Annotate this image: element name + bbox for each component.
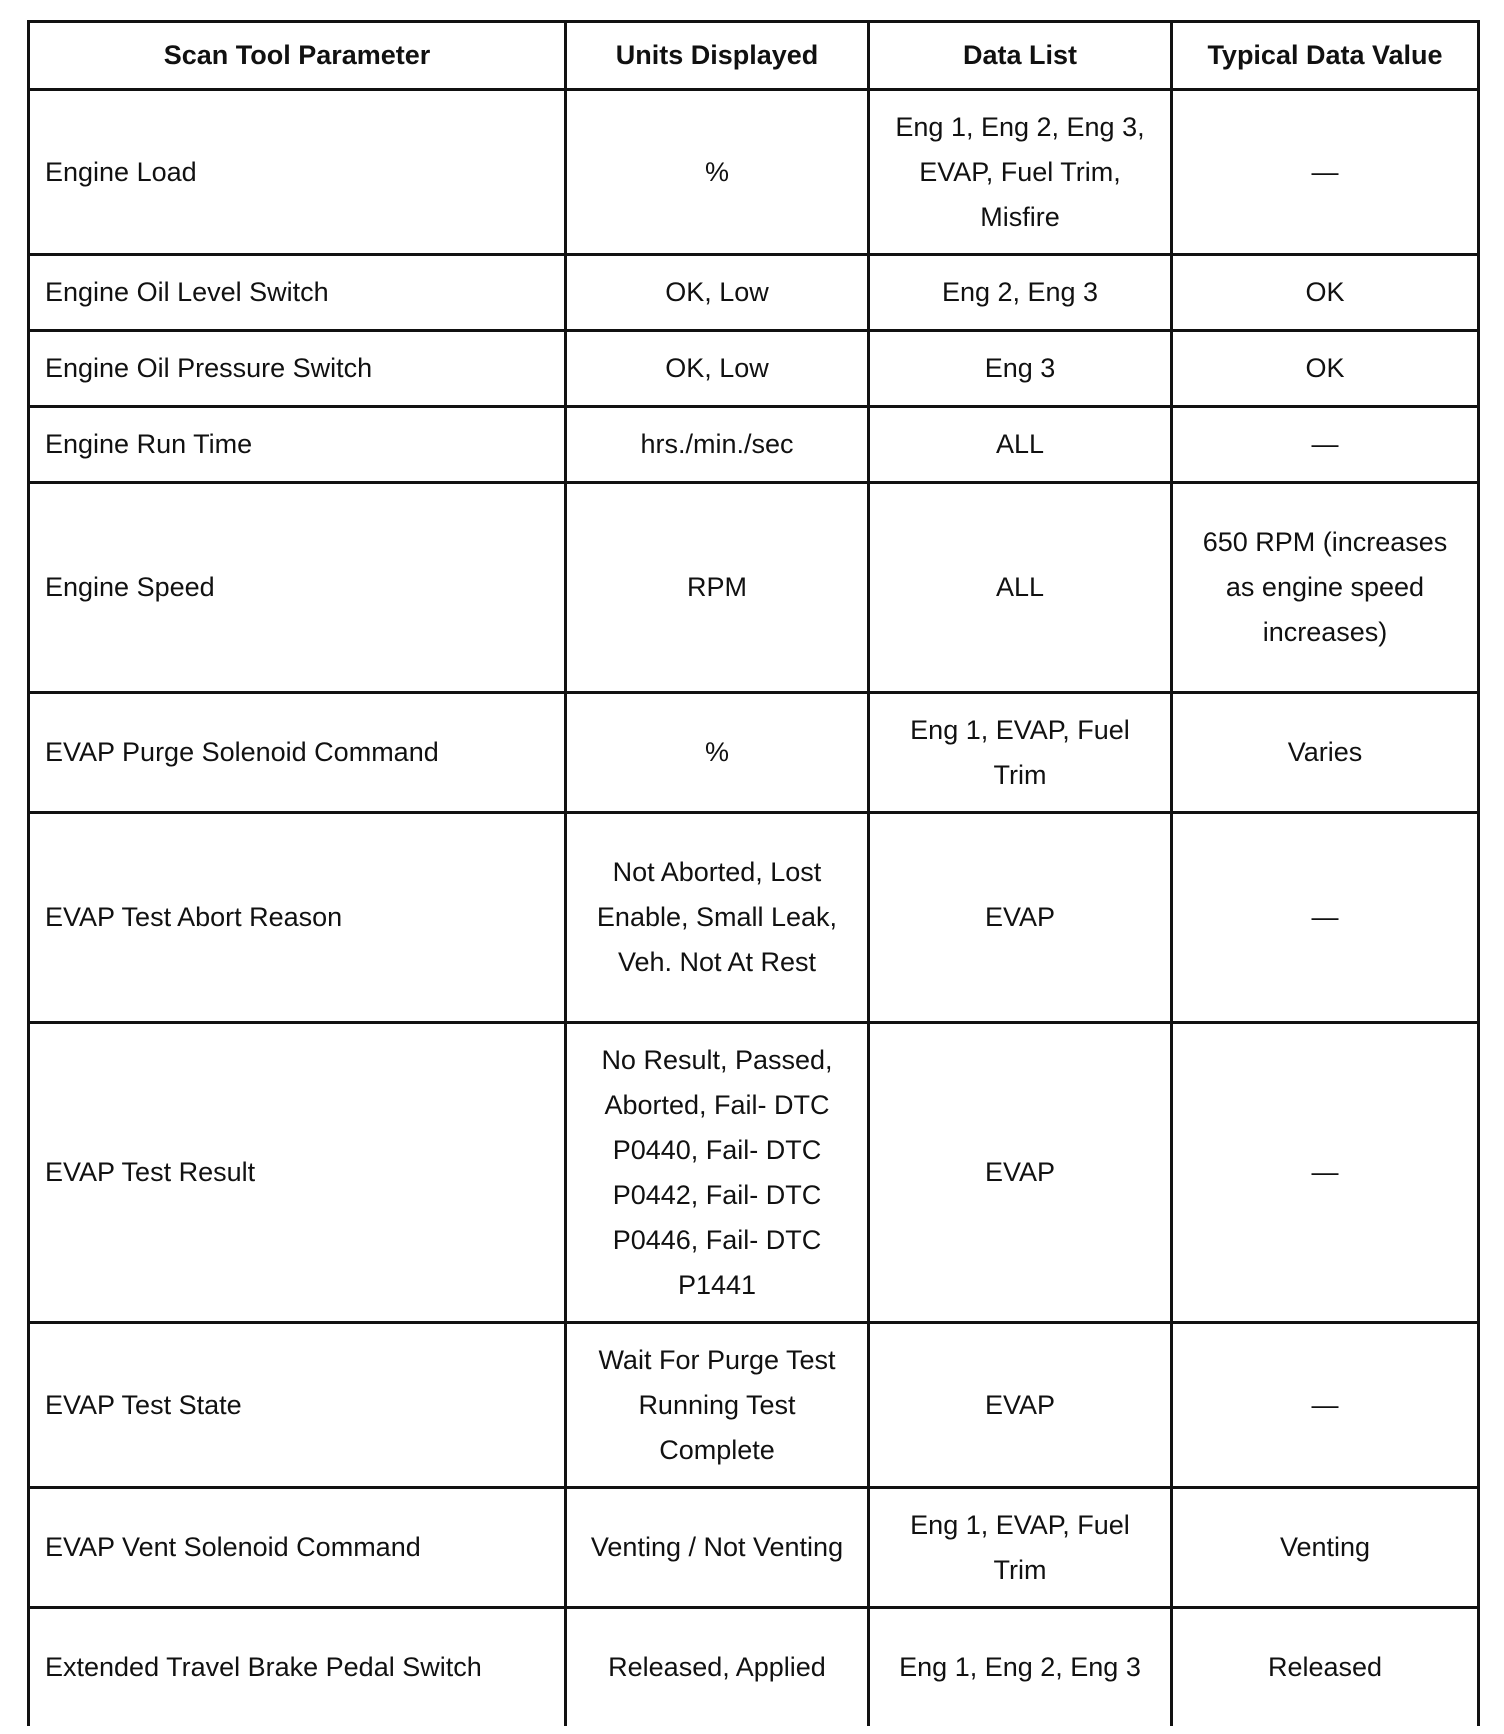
data-list-cell: ALL [869, 483, 1172, 693]
typical-value-cell: — [1172, 813, 1479, 1023]
table-row [29, 1023, 1479, 1323]
table-header [29, 22, 1479, 90]
parameter-cell: EVAP Vent Solenoid Command [29, 1488, 566, 1608]
parameter-cell: EVAP Purge Solenoid Command [29, 693, 566, 813]
data-list-cell: EVAP [869, 1323, 1172, 1488]
parameter-cell: Engine Speed [29, 483, 566, 693]
typical-value-cell: OK [1172, 255, 1479, 331]
units-cell: % [566, 90, 869, 255]
data-list-cell: Eng 3 [869, 331, 1172, 407]
table-row [29, 407, 1479, 483]
parameter-cell: Engine Oil Pressure Switch [29, 331, 566, 407]
parameter-cell: EVAP Test Abort Reason [29, 813, 566, 1023]
data-list-cell: Eng 1, Eng 2, Eng 3, EVAP, Fuel Trim, Misfire [869, 90, 1172, 255]
table-row [29, 483, 1479, 693]
typical-value-cell: Released [1172, 1608, 1479, 1727]
typical-value-cell: — [1172, 1023, 1479, 1323]
data-list-cell: Eng 2, Eng 3 [869, 255, 1172, 331]
typical-value-cell: — [1172, 1323, 1479, 1488]
data-list-cell: Eng 1, EVAP, Fuel Trim [869, 693, 1172, 813]
table-row [29, 255, 1479, 331]
units-cell: Released, Applied [566, 1608, 869, 1727]
typical-value-cell: — [1172, 90, 1479, 255]
header-scan-tool-parameter: Scan Tool Parameter [29, 22, 566, 90]
parameter-cell: Extended Travel Brake Pedal Switch [29, 1608, 566, 1727]
table-row [29, 331, 1479, 407]
units-cell: No Result, Passed, Aborted, Fail- DTC P0440, Fail- DTC P0442, Fail- DTC P0446, Fail- DTC P1441 [566, 1023, 869, 1323]
typical-value-cell: Venting [1172, 1488, 1479, 1608]
data-list-cell: ALL [869, 407, 1172, 483]
parameter-cell: Engine Oil Level Switch [29, 255, 566, 331]
table-body [29, 90, 1479, 1727]
units-cell: OK, Low [566, 331, 869, 407]
header-typical-data-value: Typical Data Value [1172, 22, 1479, 90]
typical-value-cell: Varies [1172, 693, 1479, 813]
units-cell: Not Aborted, Lost Enable, Small Leak, Veh. Not At Rest [566, 813, 869, 1023]
typical-value-cell: 650 RPM (increases as engine speed increases) [1172, 483, 1479, 693]
data-list-cell: EVAP [869, 1023, 1172, 1323]
scan-tool-parameter-table [27, 20, 1480, 1726]
header-row [29, 22, 1479, 90]
parameter-cell: Engine Run Time [29, 407, 566, 483]
table-row [29, 1608, 1479, 1727]
units-cell: % [566, 693, 869, 813]
header-units-displayed: Units Displayed [566, 22, 869, 90]
table-row [29, 90, 1479, 255]
parameter-cell: EVAP Test State [29, 1323, 566, 1488]
parameter-cell: Engine Load [29, 90, 566, 255]
units-cell: Wait For Purge Test Running Test Complete [566, 1323, 869, 1488]
table-row [29, 1488, 1479, 1608]
units-cell: hrs./min./sec [566, 407, 869, 483]
table-row [29, 813, 1479, 1023]
document-page [27, 20, 1477, 1726]
data-list-cell: Eng 1, Eng 2, Eng 3 [869, 1608, 1172, 1727]
units-cell: RPM [566, 483, 869, 693]
typical-value-cell: — [1172, 407, 1479, 483]
units-cell: OK, Low [566, 255, 869, 331]
parameter-cell: EVAP Test Result [29, 1023, 566, 1323]
data-list-cell: Eng 1, EVAP, Fuel Trim [869, 1488, 1172, 1608]
header-data-list: Data List [869, 22, 1172, 90]
data-list-cell: EVAP [869, 813, 1172, 1023]
units-cell: Venting / Not Venting [566, 1488, 869, 1608]
typical-value-cell: OK [1172, 331, 1479, 407]
table-row [29, 1323, 1479, 1488]
table-row [29, 693, 1479, 813]
